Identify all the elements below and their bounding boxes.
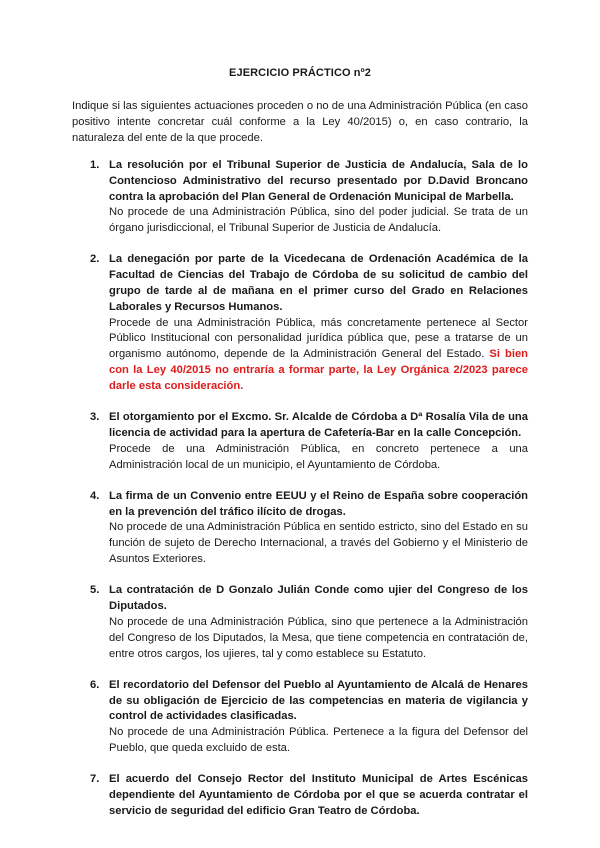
item-answer xyxy=(109,615,528,662)
list-item xyxy=(72,583,528,662)
exercise-list xyxy=(72,158,528,835)
item-number: 2. xyxy=(90,253,100,266)
item-answer xyxy=(109,442,528,474)
item-heading: La resolución por el Tribunal Superior de Justicia de Andalucía, Sala de lo Contencioso Administrativo del recurso presentado por D.David Broncano contra la aprobación del Plan General de Ordenación Municipal de Marbella. xyxy=(109,159,528,203)
item-note: Si bien con la Ley 40/2015 no entraría a formar parte, la Ley Orgánica 2/2023 parece darle esta consideración. xyxy=(109,348,529,392)
item-heading: La firma de un Convenio entre EEUU y el Reino de España sobre cooperación en la prevención del tráfico ilícito de drogas. xyxy=(109,489,528,518)
item-answer xyxy=(109,520,528,567)
item-answer-text: No procede de una Administración Pública, sino del poder judicial. Se trata de un órgano jurisdiccional, el Tribunal Superior de Justicia de Andalucía. xyxy=(109,206,528,235)
list-item xyxy=(72,252,528,394)
item-answer xyxy=(109,725,528,757)
item-heading: La contratación de D Gonzalo Julián Conde como ujier del Congreso de los Diputados. xyxy=(109,584,528,613)
item-heading: La denegación por parte de la Vicedecana de Ordenación Académica de la Facultad de Ciencias del Trabajo de Córdoba de su solicitud de cambio del grupo de tarde al de mañana en el primer curso del Grado en Relaciones Laborales y Recursos Humanos. xyxy=(109,253,528,313)
item-answer xyxy=(109,316,528,395)
item-answer-text: Procede de una Administración Pública, más concretamente pertenece al Sector Público Institucional con personalidad jurídica pública que, pese a tratarse de un organismo autónomo, depende de la Administración General del Estado. xyxy=(109,316,528,361)
item-number: 7. xyxy=(90,773,100,786)
list-item xyxy=(72,410,528,473)
item-heading: El acuerdo del Consejo Rector del Instituto Municipal de Artes Escénicas dependiente del Ayuntamiento de Córdoba por el que se acuerda contratar el servicio de seguridad del edificio Gran Teatro de Córdoba. xyxy=(109,773,528,817)
item-number: 3. xyxy=(90,411,100,424)
page-title: EJERCICIO PRÁCTICO nº2 xyxy=(229,67,371,79)
item-number: 4. xyxy=(90,489,100,502)
item-number: 1. xyxy=(90,159,100,171)
item-answer-text: No procede de una Administración Pública en sentido estricto, sino del Estado en su función de sujeto de Derecho Internacional, a través del Gobierno y el Ministerio de Asuntos Exteriores. xyxy=(109,521,528,566)
intro-paragraph: Indique si las siguientes actuaciones proceden o no de una Administración Pública (en caso positivo intente concretar cuál conforme a la Ley 40/2015) o, en caso contrario, la naturaleza del ente de la que procede. xyxy=(72,100,528,144)
item-heading: El otorgamiento por el Excmo. Sr. Alcalde de Córdoba a Dª Rosalía Vila de una licencia de actividad para la apertura de Cafetería-Bar en la calle Concepción. xyxy=(109,411,528,439)
list-item xyxy=(72,678,528,757)
item-number: 6. xyxy=(90,678,100,691)
item-answer-text: No procede de una Administración Pública, sino que pertenece a la Administración del Congreso de los Diputados, la Mesa, que tiene competencia en contratación de, entre otros cargos, los ujieres, tal y como establece su Estatuto. xyxy=(109,615,528,660)
item-number: 5. xyxy=(90,584,100,597)
item-answer-text: No procede de una Administración Pública. Pertenece a la figura del Defensor del Pueblo, que queda excluido de esta. xyxy=(109,726,528,754)
list-item xyxy=(72,772,528,819)
item-heading: El recordatorio del Defensor del Pueblo al Ayuntamiento de Alcalá de Henares de su obligación de Ejercicio de las competencias en materia de vigilancia y control de actividades clasificadas. xyxy=(109,678,528,723)
list-item xyxy=(72,489,528,568)
item-answer-text: Procede de una Administración Pública, en concreto pertenece a una Administración local de un municipio, el Ayuntamiento de Córdoba. xyxy=(109,442,528,471)
item-answer xyxy=(109,205,528,237)
list-item xyxy=(72,158,528,237)
